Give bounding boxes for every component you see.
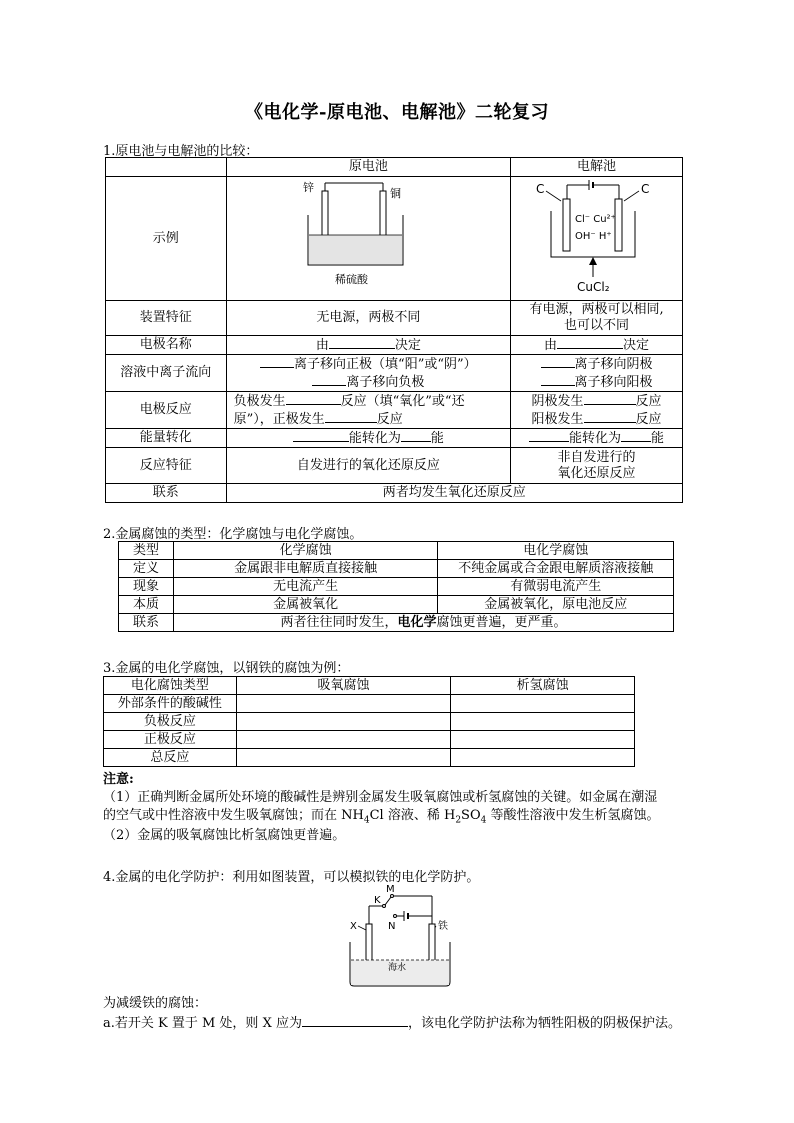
energy-electrolytic bbox=[511, 429, 683, 448]
energy-end: 能 bbox=[430, 431, 444, 446]
react-tail: 反应 bbox=[635, 412, 662, 427]
blank-field[interactable] bbox=[529, 429, 569, 442]
energy-galvanic bbox=[226, 429, 510, 448]
react-e1: 阴极发生 bbox=[531, 394, 584, 409]
blank-field[interactable] bbox=[325, 410, 377, 423]
row-anode: 负极反应 bbox=[104, 713, 237, 731]
col-galvanic: 原电池 bbox=[226, 158, 510, 177]
react-e2: 阳极发生 bbox=[531, 412, 584, 427]
ion-galvanic-line1: 离子移向正极（填“阳”或“阴”） bbox=[294, 357, 477, 372]
row-label-electrode-name: 电极名称 bbox=[106, 336, 227, 355]
electrode-name-galvanic bbox=[226, 336, 510, 355]
phenomenon-chemical: 无电流产生 bbox=[173, 578, 437, 596]
device-electrolytic bbox=[511, 301, 683, 336]
name-post: 决定 bbox=[394, 338, 421, 353]
protection-cell-diagram bbox=[340, 882, 460, 990]
row-label-reaction: 电极反应 bbox=[106, 392, 227, 429]
react-g1b: 反应（填“氧化”或“还 bbox=[340, 394, 465, 409]
feature-e-line1: 非自发进行的 bbox=[557, 449, 636, 465]
reaction-electrolytic bbox=[511, 392, 683, 429]
section4-heading: 4.金属的电化学防护：利用如图装置，可以模拟铁的电化学防护。 bbox=[103, 870, 480, 885]
electrolytic-cell-diagram bbox=[527, 177, 667, 295]
blank-field[interactable] bbox=[293, 429, 349, 442]
blank-field[interactable] bbox=[584, 392, 636, 405]
row-label-device: 装置特征 bbox=[106, 301, 227, 336]
note-2: （2）金属的吸氧腐蚀比析氢腐蚀更普遍。 bbox=[103, 828, 346, 843]
page-title: 《电化学-原电池、电解池》二轮复习 bbox=[245, 102, 549, 123]
blank-field[interactable] bbox=[401, 429, 431, 442]
electrolytic-cell-figure bbox=[511, 177, 683, 301]
galvanic-cell-figure bbox=[226, 177, 510, 301]
ions-top-label: Cl⁻ Cu²⁺ bbox=[574, 214, 616, 225]
electrode-name-electrolytic bbox=[511, 336, 683, 355]
anode-carbon-label: C bbox=[535, 182, 544, 196]
question-a bbox=[103, 1012, 681, 1031]
energy-mid: 能转化为 bbox=[569, 431, 622, 446]
answer-blank[interactable] bbox=[302, 1014, 408, 1027]
note-text: 等酸性溶液中发生析氢腐蚀。 bbox=[486, 808, 660, 823]
blank-field[interactable] bbox=[621, 429, 651, 442]
relation-bold: 电化学 bbox=[397, 614, 437, 630]
subscript: 4 bbox=[480, 815, 487, 826]
note-text: SO bbox=[461, 808, 481, 823]
relation-part-a: 两者往往同时发生， bbox=[280, 614, 398, 630]
corrosion-type-table bbox=[118, 541, 674, 632]
seawater-label: 海水 bbox=[388, 963, 407, 973]
steel-corrosion-table bbox=[103, 676, 635, 767]
header-oxygen: 吸氧腐蚀 bbox=[236, 677, 451, 695]
react-tail: 反应 bbox=[635, 394, 662, 409]
blank-field[interactable] bbox=[329, 336, 395, 349]
switch-n-label: N bbox=[388, 921, 396, 932]
relation-part-b: 腐蚀更普遍，更严重。 bbox=[436, 614, 567, 630]
electrode-x-label: X bbox=[350, 921, 357, 932]
zinc-label: 锌 bbox=[303, 181, 315, 194]
iron-label: 铁 bbox=[438, 921, 448, 932]
header-type: 电化腐蚀类型 bbox=[104, 677, 237, 695]
answer-cell[interactable] bbox=[451, 713, 635, 731]
blank-field[interactable] bbox=[312, 373, 346, 386]
blank-field[interactable] bbox=[541, 373, 575, 386]
answer-cell[interactable] bbox=[451, 695, 635, 713]
switch-m-label: M bbox=[386, 884, 395, 895]
answer-cell[interactable] bbox=[236, 731, 451, 749]
phenomenon-label: 现象 bbox=[119, 578, 174, 596]
type-label: 类型 bbox=[119, 542, 174, 560]
corner-cell bbox=[106, 158, 227, 177]
essence-label: 本质 bbox=[119, 596, 174, 614]
switch-k-label: K bbox=[374, 895, 381, 906]
relation-text: 两者均发生氧化还原反应 bbox=[226, 484, 682, 503]
subscript: 4 bbox=[363, 815, 370, 826]
phenomenon-electrochemical: 有微弱电流产生 bbox=[438, 578, 674, 596]
section2-heading: 2.金属腐蚀的类型：化学腐蚀与电化学腐蚀。 bbox=[103, 527, 363, 542]
react-g2b: 反应 bbox=[376, 412, 403, 427]
section1-heading: 1.原电池与电解池的比较： bbox=[103, 144, 259, 159]
col-electrolytic: 电解池 bbox=[511, 158, 683, 177]
energy-mid: 能转化为 bbox=[348, 431, 401, 446]
device-galvanic: 无电源，两极不同 bbox=[226, 301, 510, 336]
react-g1a: 负极发生 bbox=[233, 394, 286, 409]
name-pre: 由 bbox=[544, 338, 558, 353]
device-electrolytic-line1: 有电源，两极可以相同, bbox=[529, 302, 664, 317]
note-1-line1: （1）正确判断金属所处环境的酸碱性是辨别金属发生吸氧腐蚀或析氢腐蚀的关键。如金属在潮湿 bbox=[103, 790, 658, 805]
energy-end: 能 bbox=[651, 431, 665, 446]
name-pre: 由 bbox=[315, 338, 329, 353]
type-electrochemical: 电化学腐蚀 bbox=[438, 542, 674, 560]
blank-field[interactable] bbox=[557, 336, 623, 349]
acid-label: 稀硫酸 bbox=[335, 273, 369, 286]
ion-flow-galvanic bbox=[226, 355, 510, 392]
row-label-energy: 能量转化 bbox=[106, 429, 227, 448]
row-total: 总反应 bbox=[104, 749, 237, 767]
definition-label: 定义 bbox=[119, 560, 174, 578]
essence-electrochemical: 金属被氧化，原电池反应 bbox=[438, 596, 674, 614]
relation-text bbox=[173, 614, 673, 632]
row-cathode: 正极反应 bbox=[104, 731, 237, 749]
ion-galvanic-line2: 离子移向负极 bbox=[346, 375, 425, 390]
note-text: Cl 溶液、稀 H bbox=[369, 808, 456, 823]
question-a-pre: a.若开关 K 置于 M 处，则 X 应为 bbox=[103, 1016, 302, 1031]
galvanic-cell-diagram bbox=[303, 177, 433, 295]
ion-electrolytic-line1: 离子移向阴极 bbox=[574, 357, 653, 372]
ions-bottom-label: OH⁻ H⁺ bbox=[574, 231, 612, 242]
type-chemical: 化学腐蚀 bbox=[173, 542, 437, 560]
answer-cell[interactable] bbox=[236, 695, 451, 713]
question-a-post: ，该电化学防护法称为牺牲阳极的阴极保护法。 bbox=[407, 1016, 681, 1031]
essence-chemical: 金属被氧化 bbox=[173, 596, 437, 614]
blank-field[interactable] bbox=[286, 392, 341, 405]
answer-cell[interactable] bbox=[236, 749, 451, 767]
row-label-example: 示例 bbox=[106, 177, 227, 301]
contact-n bbox=[394, 915, 397, 918]
slow-corrosion-text: 为减缓铁的腐蚀： bbox=[103, 996, 208, 1011]
definition-chemical: 金属跟非电解质直接接触 bbox=[173, 560, 437, 578]
blank-field[interactable] bbox=[541, 355, 575, 368]
name-post: 决定 bbox=[623, 338, 650, 353]
salt-label: CuCl₂ bbox=[576, 280, 610, 294]
row-label-relation: 联系 bbox=[106, 484, 227, 503]
reaction-galvanic bbox=[226, 392, 510, 429]
device-electrolytic-line2: 也可以不同 bbox=[564, 318, 630, 333]
row-acidity: 外部条件的酸碱性 bbox=[104, 695, 237, 713]
note-text: 的空气或中性溶液中发生吸氧腐蚀；而在 NH bbox=[103, 808, 364, 823]
relation-label: 联系 bbox=[119, 614, 174, 632]
answer-cell[interactable] bbox=[451, 731, 635, 749]
react-g2a: 原”），正极发生 bbox=[233, 412, 325, 427]
comparison-table bbox=[105, 157, 683, 503]
cathode-carbon-label: C bbox=[640, 182, 649, 196]
note-1 bbox=[103, 789, 703, 830]
ion-flow-electrolytic bbox=[511, 355, 683, 392]
section3-heading: 3.金属的电化学腐蚀，以钢铁的腐蚀为例： bbox=[103, 661, 350, 676]
answer-cell[interactable] bbox=[451, 749, 635, 767]
row-label-feature: 反应特征 bbox=[106, 448, 227, 484]
note-title: 注意: bbox=[103, 772, 134, 787]
copper-label: 铜 bbox=[390, 187, 402, 200]
row-label-ion-flow: 溶液中离子流向 bbox=[106, 355, 227, 392]
definition-electrochemical: 不纯金属或合金跟电解质溶液接触 bbox=[438, 560, 674, 578]
answer-cell[interactable] bbox=[236, 713, 451, 731]
feature-e-line2: 氧化还原反应 bbox=[557, 465, 636, 481]
blank-field[interactable] bbox=[260, 355, 294, 368]
blank-field[interactable] bbox=[584, 410, 636, 423]
feature-electrolytic bbox=[511, 448, 683, 484]
subscript: 2 bbox=[455, 815, 462, 826]
header-hydrogen: 析氢腐蚀 bbox=[451, 677, 635, 695]
feature-galvanic: 自发进行的氧化还原反应 bbox=[226, 448, 510, 484]
ion-electrolytic-line2: 离子移向阳极 bbox=[574, 375, 653, 390]
